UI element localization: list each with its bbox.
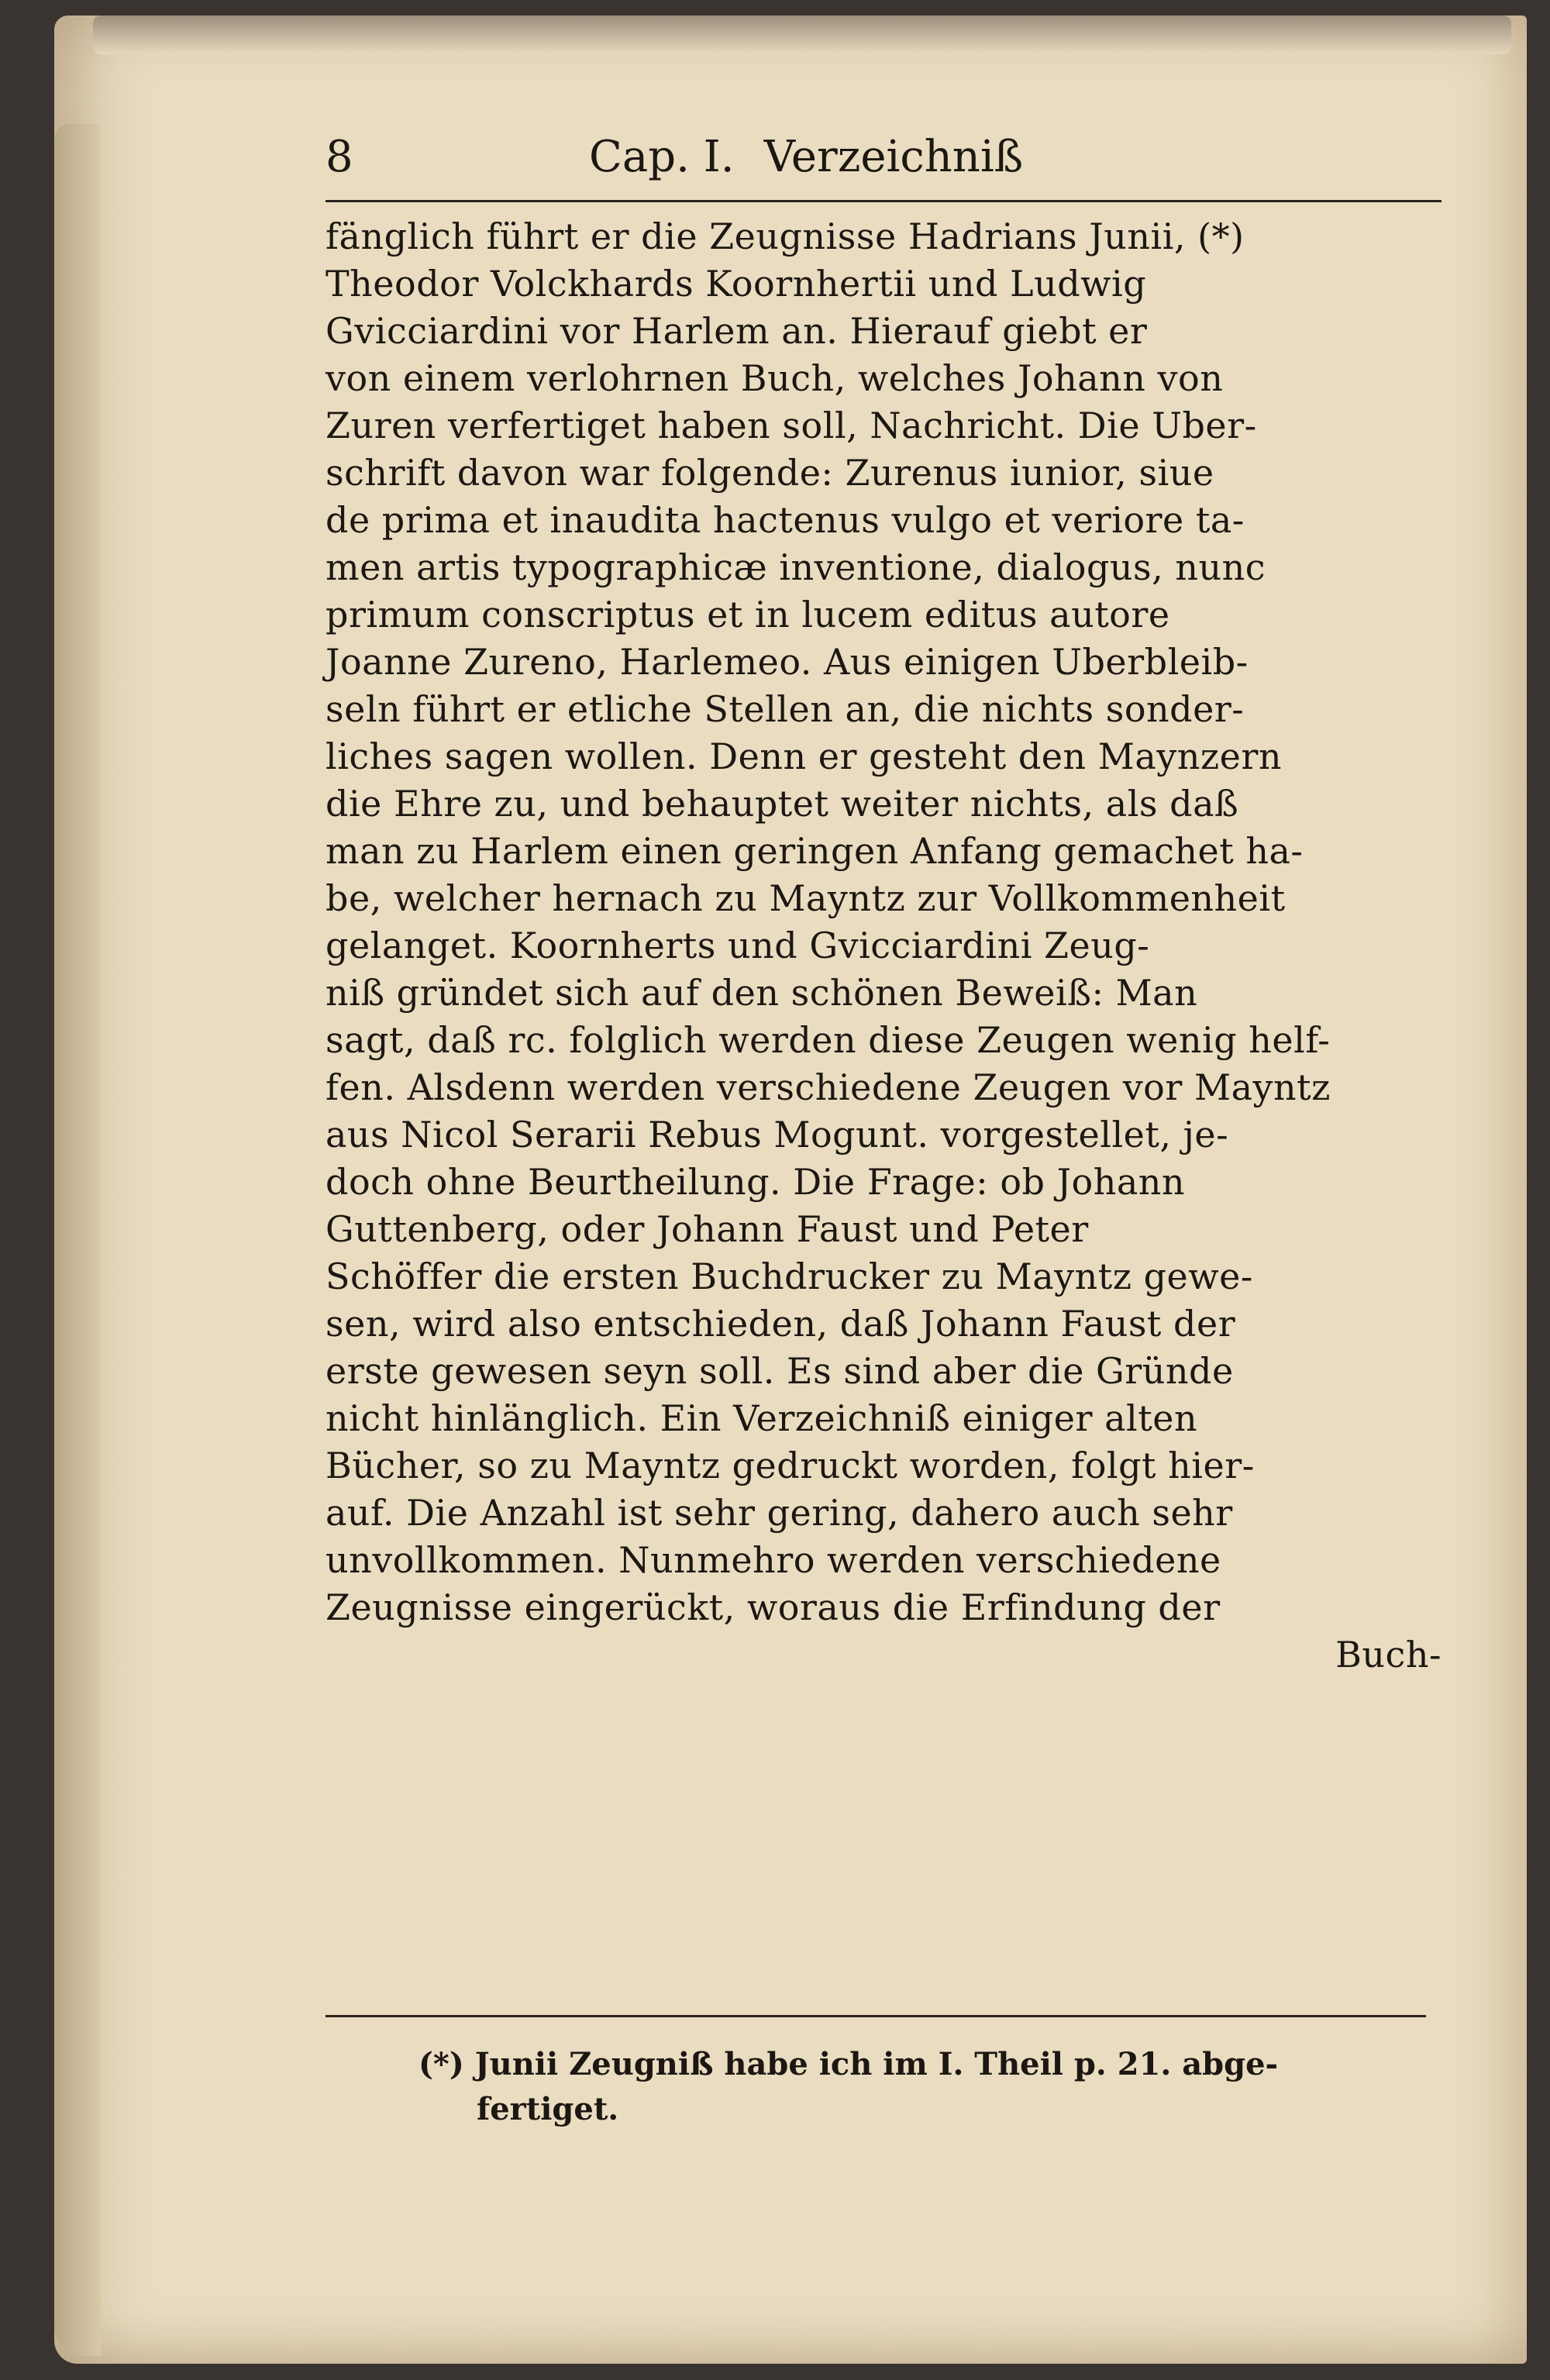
text-line: Guttenberg, oder Johann Faust und Peter — [326, 1208, 1089, 1250]
page-content — [326, 132, 1442, 1679]
text-line: men artis typographicæ inventione, dialogus, nunc — [326, 546, 1266, 588]
text-line: Bücher, so zu Mayntz gedruckt worden, folgt hier- — [326, 1445, 1255, 1486]
text-line: die Ehre zu, und behauptet weiter nichts, als daß — [326, 783, 1239, 825]
text-line: Schöffer die ersten Buchdrucker zu Mayntz gewe- — [326, 1255, 1253, 1297]
footnote — [418, 2042, 1442, 2132]
text-line: Theodor Volckhards Koornhertii und Ludwig — [326, 263, 1147, 305]
text-line: aus Nicol Serarii Rebus Mogunt. vorgestellet, je- — [326, 1114, 1229, 1156]
text-line: be, welcher hernach zu Mayntz zur Vollkommenheit — [326, 877, 1286, 919]
text-line: unvollkommen. Nunmehro werden verschiedene — [326, 1539, 1221, 1581]
text-line: sagt, daß rc. folglich werden diese Zeugen wenig helf- — [326, 1019, 1331, 1061]
footnote-line: (*) Junii Zeugniß habe ich im I. Theil p. 21. abge- — [418, 2046, 1279, 2082]
running-title: Verzeichniß — [763, 132, 1024, 182]
text-line: liches sagen wollen. Denn er gesteht den Maynzern — [326, 735, 1282, 777]
text-line: primum conscriptus et in lucem editus autore — [326, 594, 1170, 635]
text-line: sen, wird also entschieden, daß Johann Faust der — [326, 1303, 1236, 1345]
text-line: Zuren verfertiget haben soll, Nachricht. Die Uber- — [326, 405, 1257, 446]
text-line: von einem verlohrnen Buch, welches Johann von — [326, 357, 1224, 399]
running-header — [326, 132, 1442, 194]
text-line: gelanget. Koornherts und Gvicciardini Zeug- — [326, 925, 1150, 966]
catchword: Buch- — [1335, 1634, 1442, 1676]
text-line: erste gewesen seyn soll. Es sind aber die Gründe — [326, 1350, 1234, 1392]
text-line: Zeugnisse eingerückt, woraus die Erfindung der — [326, 1586, 1221, 1628]
text-line: de prima et inaudita hactenus vulgo et veriore ta- — [326, 499, 1245, 541]
text-line: fänglich führt er die Zeugnisse Hadrians Junii, (*) — [326, 215, 1245, 257]
text-line: Joanne Zureno, Harlemeo. Aus einigen Uberbleib- — [326, 641, 1249, 683]
page-edge-left — [54, 124, 101, 2356]
text-line: niß gründet sich auf den schönen Beweiß: Man — [326, 972, 1198, 1014]
chapter-label: Cap. I. — [589, 132, 735, 182]
header-rule — [326, 200, 1442, 202]
footnote-rule — [326, 2015, 1426, 2017]
footnote-line: fertiget. — [477, 2091, 619, 2127]
text-line: nicht hinlänglich. Ein Verzeichniß einiger alten — [326, 1397, 1198, 1439]
text-line: seln führt er etliche Stellen an, die nichts sonder- — [326, 688, 1245, 730]
text-line: fen. Alsdenn werden verschiedene Zeugen vor Mayntz — [326, 1066, 1331, 1108]
body-text — [326, 213, 1442, 1679]
text-line: Gvicciardini vor Harlem an. Hierauf giebt er — [326, 310, 1148, 352]
text-line: doch ohne Beurtheilung. Die Frage: ob Johann — [326, 1161, 1186, 1203]
text-line: auf. Die Anzahl ist sehr gering, dahero auch sehr — [326, 1492, 1233, 1534]
text-line: man zu Harlem einen geringen Anfang gemachet ha- — [326, 830, 1304, 872]
text-line: schrift davon war folgende: Zurenus iunior, siue — [326, 452, 1214, 494]
page-edge-top — [93, 15, 1511, 54]
page-number: 8 — [326, 132, 353, 182]
